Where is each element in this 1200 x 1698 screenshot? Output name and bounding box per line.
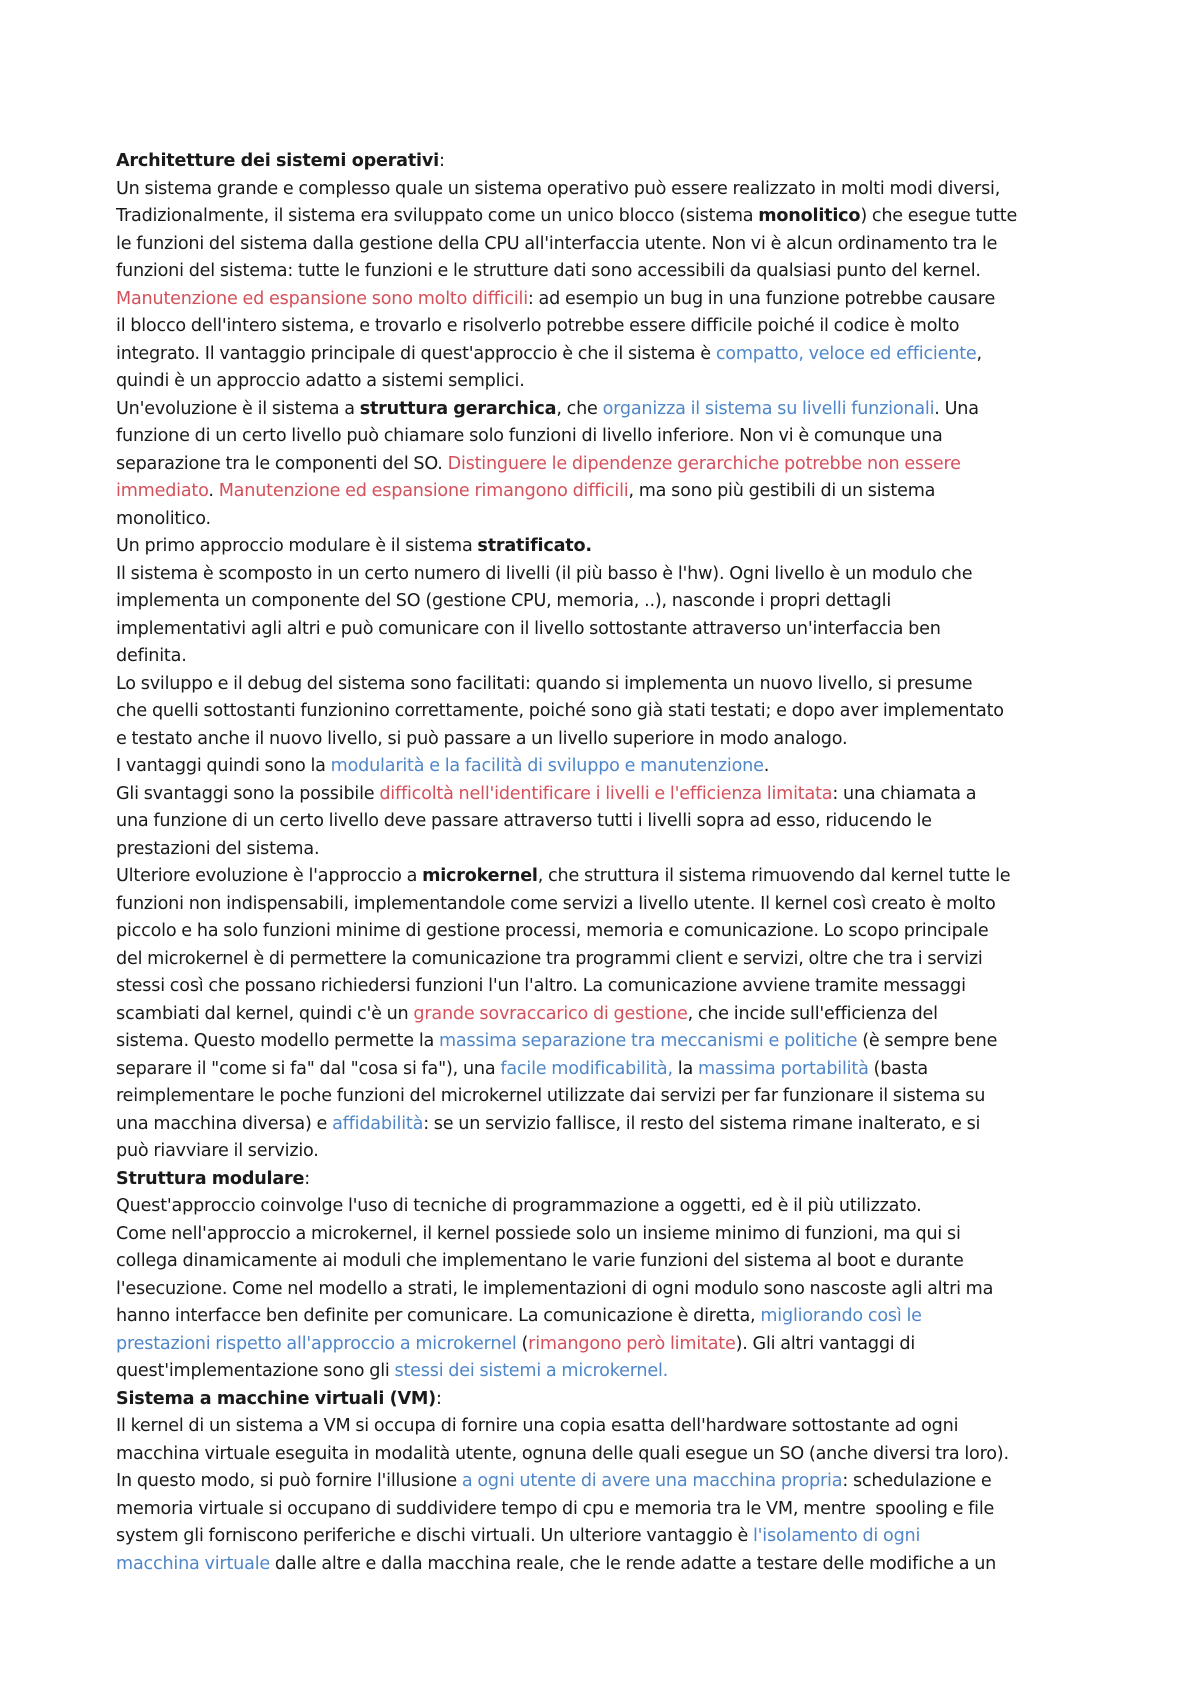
text-line [116,726,1100,754]
blue-highlight: stessi dei sistemi a microkernel. [394,1361,669,1381]
text-segment: e testato anche il nuovo livello, si può passare a un livello superiore in modo analogo. [116,728,848,749]
text-line [116,1331,1100,1359]
text-segment: ) che esegue tutte [860,206,1018,226]
text-segment: , che struttura il sistema rimuovendo dal kernel tutte le [537,866,1011,886]
text-segment: una funzione di un certo livello deve passare attraverso tutti i livelli sopra ad esso, riducendo le [116,811,932,831]
text-line [116,231,1100,259]
text-segment: macchina virtuale eseguita in modalità utente, ognuna delle quali esegue un SO (anche diversi tra loro). [116,1443,1009,1464]
text-line [116,863,1100,891]
bold-term: Architetture dei sistemi operativi [116,151,439,171]
text-line [116,1468,1100,1496]
text-line [116,533,1100,561]
text-segment: Il kernel di un sistema a VM si occupa di fornire una copia esatta dell'hardware sottostante ad ogni [116,1416,959,1436]
blue-highlight: modularità e la facilità di sviluppo e manutenzione [330,756,764,776]
bold-term: monolitico [758,206,861,226]
blue-highlight: massima portabilità [697,1058,869,1079]
text-segment: reimplementare le poche funzioni del microkernel utilizzate dai servizi per far funzionare il sistema su [116,1086,986,1106]
text-segment: separare il "come si fa" dal "cosa si fa"), una [116,1058,501,1079]
text-segment: il blocco dell'intero sistema, e trovarlo e risolverlo potrebbe essere difficile poiché il codice è molto [116,316,960,336]
blue-highlight: affidabilità [332,1113,424,1134]
text-segment: dalle altre e dalla macchina reale, che le rende adatte a testare delle modifiche a un [270,1553,997,1574]
text-line [116,1303,1100,1331]
text-line [116,1441,1100,1469]
text-line [116,808,1100,836]
text-line [116,176,1100,204]
text-line [116,341,1100,369]
text-line [116,1386,1100,1414]
text-line [116,396,1100,424]
text-segment: prestazioni del sistema. [116,838,320,859]
text-line [116,671,1100,699]
text-segment: funzioni non indispensabili, implementandole come servizi a livello utente. Il kernel così creato è molto [116,893,996,914]
blue-highlight: macchina virtuale [116,1553,271,1574]
text-segment: Gli svantaggi sono la possibile [116,783,380,804]
blue-highlight: a ogni utente di avere una macchina propria [461,1471,843,1491]
blue-highlight: organizza il sistema su livelli funzionali [602,398,935,419]
text-segment: definita. [116,646,187,666]
bold-term: Sistema a macchine virtuali (VM) [116,1388,437,1409]
text-line [116,891,1100,919]
text-line [116,753,1100,781]
text-line [116,1083,1100,1111]
text-line [116,561,1100,589]
text-line [116,643,1100,671]
text-line [116,258,1100,286]
bold-term: struttura gerarchica [359,398,557,419]
text-line [116,1221,1100,1249]
text-line [116,588,1100,616]
text-line [116,1248,1100,1276]
text-segment: : se un servizio fallisce, il resto del sistema rimane inalterato, e si [423,1113,981,1134]
red-highlight: Manutenzione ed espansione rimangono difficili [218,481,629,501]
text-segment: le funzioni del sistema dalla gestione della CPU all'interfaccia utente. Non vi è alcun ordinamento tra le [116,233,998,254]
text-line [116,423,1100,451]
bold-term: Struttura modulare [116,1168,305,1189]
text-line [116,1138,1100,1166]
text-line [116,1111,1100,1139]
blue-highlight: migliorando così le [760,1306,922,1326]
text-segment: In questo modo, si può fornire l'illusione [116,1471,462,1491]
text-segment: I vantaggi quindi sono la [116,756,331,776]
text-segment: : ad esempio un bug in una funzione potrebbe causare [527,288,996,309]
text-segment: la [672,1058,698,1079]
text-segment: : una chiamata a [832,783,977,804]
blue-highlight: l'isolamento di ogni [752,1526,921,1546]
text-line [116,506,1100,534]
text-line [116,368,1100,396]
text-segment: separazione tra le componenti del SO. [116,453,448,474]
text-segment: piccolo e ha solo funzioni minime di gestione processi, memoria e comunicazione. Lo scopo principale [116,921,989,941]
text-segment: può riavviare il servizio. [116,1141,319,1161]
text-segment: integrato. Il vantaggio principale di quest'approccio è che il sistema è [116,343,716,364]
text-line [116,1523,1100,1551]
text-segment: funzioni del sistema: tutte le funzioni e le strutture dati sono accessibili da qualsiasi punto del kernel. [116,261,981,281]
blue-highlight: massima separazione tra meccanismi e politiche [438,1031,858,1051]
text-line [116,313,1100,341]
text-line [116,1358,1100,1386]
text-segment: : schedulazione e [842,1471,992,1491]
text-segment: quindi è un approccio adatto a sistemi semplici. [116,371,525,391]
red-highlight: difficoltà nell'identificare i livelli e l'efficienza limitata [379,783,833,804]
text-segment: una macchina diversa) e [116,1113,333,1134]
text-line [116,918,1100,946]
text-segment: stessi così che possano richiedersi funzioni l'un l'altro. La comunicazione avviene tramite messaggi [116,976,966,996]
text-line [116,616,1100,644]
text-segment: ( [516,1333,529,1354]
text-line [116,781,1100,809]
text-line [116,451,1100,479]
text-segment: collega dinamicamente ai moduli che implementano le varie funzioni del sistema al boot e durante [116,1251,964,1271]
text-segment: l'esecuzione. Come nel modello a strati, le implementazioni di ogni modulo sono nascoste agli altri ma [116,1278,994,1299]
text-segment: , che incide sull'efficienza del [687,1003,938,1024]
text-line [116,1193,1100,1221]
text-line [116,1413,1100,1441]
text-segment: memoria virtuale si occupano di suddividere tempo di cpu e memoria tra le VM, mentre spooling e file [116,1498,995,1519]
red-highlight: immediato [116,481,209,501]
text-line [116,836,1100,864]
text-segment: . [208,481,219,501]
text-segment: Ulteriore evoluzione è l'approccio a [116,866,423,886]
text-line [116,1028,1100,1056]
text-segment: funzione di un certo livello può chiamare solo funzioni di livello inferiore. Non vi è comunque una [116,426,943,446]
text-segment: sistema. Questo modello permette la [116,1031,439,1051]
text-segment: Quest'approccio coinvolge l'uso di tecniche di programmazione a oggetti, ed è il più utilizzato. [116,1196,922,1216]
text-segment: . [763,756,770,776]
text-segment: Un sistema grande e complesso quale un sistema operativo può essere realizzato in molti modi diversi, [116,178,1001,199]
text-line [116,1001,1100,1029]
text-segment: (basta [868,1058,929,1079]
text-segment: system gli forniscono periferiche e dischi virtuali. Un ulteriore vantaggio è [116,1526,753,1546]
text-segment: . Una [934,398,979,419]
text-segment: Lo sviluppo e il debug del sistema sono facilitati: quando si implementa un nuovo livello, si presume [116,673,973,694]
blue-highlight: facile modificabilità, [500,1058,673,1079]
text-line [116,1276,1100,1304]
text-segment: : [436,1388,442,1409]
text-segment: quest'implementazione sono gli [116,1361,395,1381]
text-segment: hanno interfacce ben definite per comunicare. La comunicazione è diretta, [116,1306,761,1326]
text-line [116,1166,1100,1194]
text-segment: implementativi agli altri e può comunicare con il livello sottostante attraverso un'interfaccia ben [116,618,941,639]
text-line [116,1056,1100,1084]
red-highlight: Distinguere le dipendenze gerarchiche potrebbe non essere [447,453,961,474]
text-segment: , [976,343,982,364]
text-line [116,973,1100,1001]
text-segment: Tradizionalmente, il sistema era sviluppato come un unico blocco (sistema [116,206,759,226]
red-highlight: Manutenzione ed espansione sono molto difficili [116,288,528,309]
blue-highlight: prestazioni rispetto all'approccio a microkernel [116,1333,517,1354]
text-segment: monolitico. [116,508,211,529]
text-segment: Un'evoluzione è il sistema a [116,398,360,419]
text-line [116,1551,1100,1579]
text-segment: Come nell'approccio a microkernel, il kernel possiede solo un insieme minimo di funzioni, ma qui si [116,1223,961,1244]
text-line [116,148,1100,176]
text-line [116,946,1100,974]
red-highlight: rimangono però limitate [528,1333,736,1354]
text-line [116,1496,1100,1524]
text-segment: del microkernel è di permettere la comunicazione tra programmi client e servizi, oltre che tra i servizi [116,948,983,969]
text-segment: Il sistema è scomposto in un certo numero di livelli (il più basso è l'hw). Ogni livello è un modulo che [116,563,973,584]
text-segment: : [304,1168,310,1189]
text-segment: Un primo approccio modulare è il sistema [116,536,478,556]
text-line [116,698,1100,726]
bold-term: microkernel [422,866,538,886]
text-line [116,478,1100,506]
text-segment: , ma sono più gestibili di un sistema [628,481,936,501]
text-segment: implementa un componente del SO (gestione CPU, memoria, ..), nasconde i propri dettagli [116,591,892,611]
text-segment: ). Gli altri vantaggi di [735,1333,916,1354]
bold-term: stratificato. [477,536,592,556]
text-segment: : [439,151,445,171]
red-highlight: grande sovraccarico di gestione [413,1003,688,1024]
text-line [116,286,1100,314]
text-segment: (è sempre bene [857,1031,998,1051]
blue-highlight: compatto, veloce ed efficiente [715,343,977,364]
text-segment: scambiati dal kernel, quindi c'è un [116,1003,414,1024]
text-segment: , che [556,398,603,419]
document-body [116,148,1100,1578]
text-line [116,203,1100,231]
text-segment: che quelli sottostanti funzionino correttamente, poiché sono già stati testati; e dopo aver implementato [116,701,1004,721]
